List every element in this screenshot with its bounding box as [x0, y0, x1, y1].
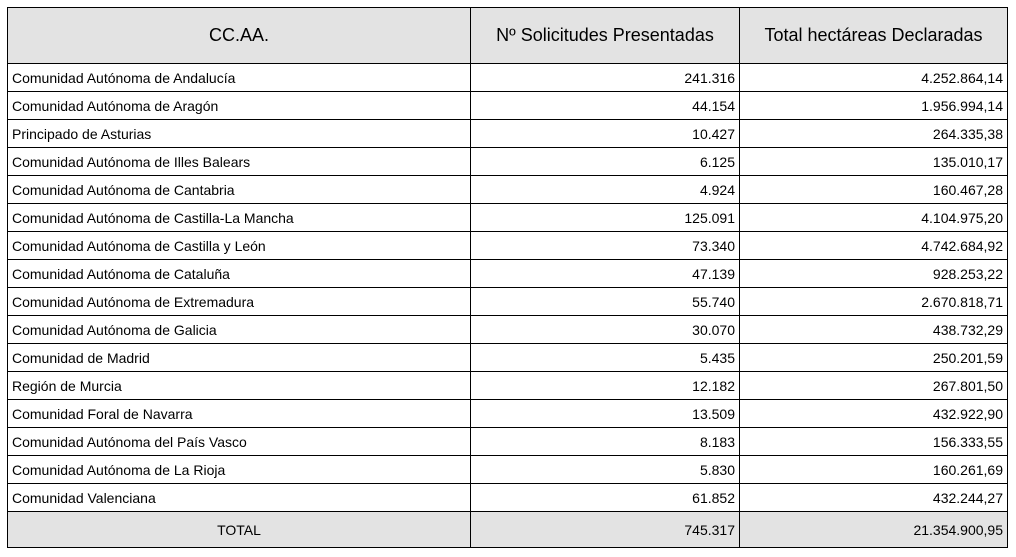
cell-applications: 13.509: [471, 400, 740, 428]
cell-hectares: 4.252.864,14: [740, 64, 1008, 92]
cell-region: Comunidad Autónoma de Andalucía: [8, 64, 471, 92]
total-hectares: 21.354.900,95: [740, 512, 1008, 548]
header-region: CC.AA.: [8, 8, 471, 64]
cell-hectares: 156.333,55: [740, 428, 1008, 456]
header-row: [8, 8, 1008, 64]
cell-hectares: 264.335,38: [740, 120, 1008, 148]
cell-applications: 44.154: [471, 92, 740, 120]
cell-hectares: 160.467,28: [740, 176, 1008, 204]
total-label: TOTAL: [8, 512, 471, 548]
total-applications: 745.317: [471, 512, 740, 548]
cell-hectares: 432.244,27: [740, 484, 1008, 512]
cell-region: Comunidad Foral de Navarra: [8, 400, 471, 428]
cell-hectares: 2.670.818,71: [740, 288, 1008, 316]
cell-region: Comunidad Autónoma de Illes Balears: [8, 148, 471, 176]
cell-hectares: 267.801,50: [740, 372, 1008, 400]
cell-hectares: 438.732,29: [740, 316, 1008, 344]
cell-region: Comunidad Autónoma del País Vasco: [8, 428, 471, 456]
cell-region: Comunidad Valenciana: [8, 484, 471, 512]
table-row: [8, 428, 1008, 456]
cell-region: Comunidad de Madrid: [8, 344, 471, 372]
table-row: [8, 148, 1008, 176]
table-row: [8, 316, 1008, 344]
cell-applications: 8.183: [471, 428, 740, 456]
table-row: [8, 92, 1008, 120]
cell-applications: 61.852: [471, 484, 740, 512]
cell-applications: 55.740: [471, 288, 740, 316]
table-row: [8, 400, 1008, 428]
table-row: [8, 120, 1008, 148]
cell-applications: 10.427: [471, 120, 740, 148]
applications-table: [7, 7, 1008, 548]
cell-region: Principado de Asturias: [8, 120, 471, 148]
table-body: [8, 64, 1008, 512]
cell-hectares: 4.742.684,92: [740, 232, 1008, 260]
cell-applications: 4.924: [471, 176, 740, 204]
cell-region: Comunidad Autónoma de Extremadura: [8, 288, 471, 316]
header-applications: Nº Solicitudes Presentadas: [471, 8, 740, 64]
table-row: [8, 204, 1008, 232]
total-row: [8, 512, 1008, 548]
cell-applications: 5.435: [471, 344, 740, 372]
table-row: [8, 232, 1008, 260]
cell-region: Comunidad Autónoma de Castilla-La Mancha: [8, 204, 471, 232]
table-row: [8, 288, 1008, 316]
cell-applications: 12.182: [471, 372, 740, 400]
table-row: [8, 456, 1008, 484]
table-row: [8, 372, 1008, 400]
cell-region: Comunidad Autónoma de Cantabria: [8, 176, 471, 204]
cell-region: Región de Murcia: [8, 372, 471, 400]
table-row: [8, 176, 1008, 204]
table-row: [8, 260, 1008, 288]
cell-hectares: 928.253,22: [740, 260, 1008, 288]
cell-hectares: 432.922,90: [740, 400, 1008, 428]
cell-hectares: 1.956.994,14: [740, 92, 1008, 120]
cell-applications: 47.139: [471, 260, 740, 288]
header-hectares: Total hectáreas Declaradas: [740, 8, 1008, 64]
cell-hectares: 250.201,59: [740, 344, 1008, 372]
cell-applications: 5.830: [471, 456, 740, 484]
table-footer: [8, 512, 1008, 548]
table-header: [8, 8, 1008, 64]
cell-applications: 73.340: [471, 232, 740, 260]
cell-hectares: 135.010,17: [740, 148, 1008, 176]
cell-applications: 6.125: [471, 148, 740, 176]
cell-applications: 241.316: [471, 64, 740, 92]
cell-region: Comunidad Autónoma de La Rioja: [8, 456, 471, 484]
table-row: [8, 344, 1008, 372]
cell-region: Comunidad Autónoma de Aragón: [8, 92, 471, 120]
cell-applications: 125.091: [471, 204, 740, 232]
cell-region: Comunidad Autónoma de Castilla y León: [8, 232, 471, 260]
cell-applications: 30.070: [471, 316, 740, 344]
table-row: [8, 64, 1008, 92]
cell-hectares: 4.104.975,20: [740, 204, 1008, 232]
cell-region: Comunidad Autónoma de Cataluña: [8, 260, 471, 288]
cell-hectares: 160.261,69: [740, 456, 1008, 484]
table-row: [8, 484, 1008, 512]
cell-region: Comunidad Autónoma de Galicia: [8, 316, 471, 344]
